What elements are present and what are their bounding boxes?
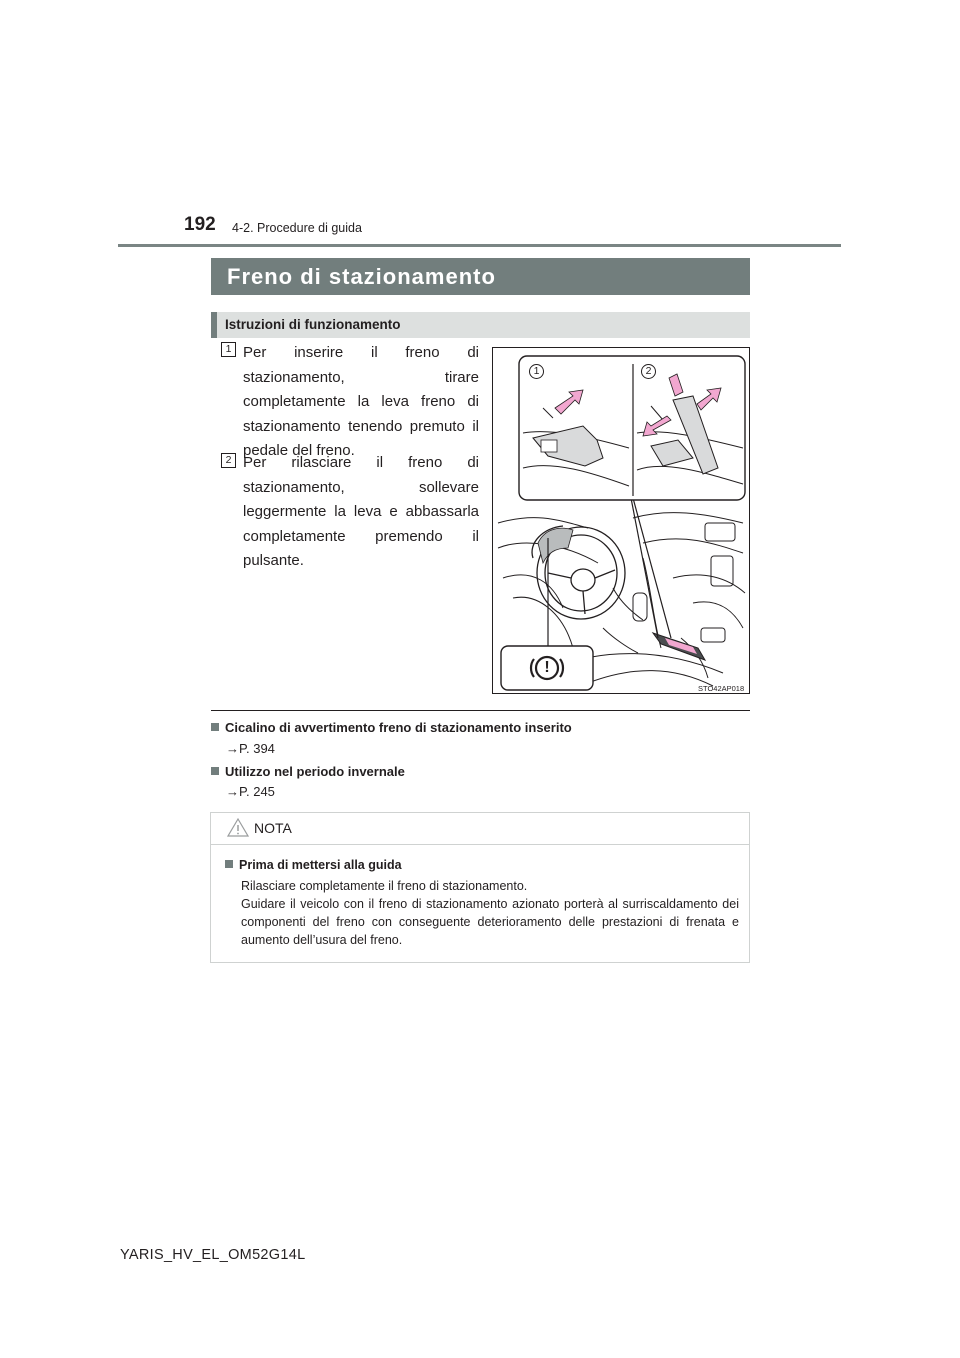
notice-title xyxy=(225,856,739,874)
info-item-1-title xyxy=(211,720,572,735)
notice-line-2: Guidare il veicolo con il freno di stazionamento azionato porterà al surriscaldamento dei componenti del freno con conseguente deterioramento delle prestazioni di frenata e aumento dell’usura del freno. xyxy=(241,897,739,947)
warning-triangle-icon xyxy=(227,817,249,838)
notice-line-1: Rilasciare completamente il freno di stazionamento. xyxy=(241,879,528,893)
notice-title-text: Prima di mettersi alla guida xyxy=(239,858,402,872)
info-item-1-title-text: Cicalino di avvertimento freno di stazionamento inserito xyxy=(225,720,572,735)
step-text-2: Per rilasciare il freno di stazionamento, sollevare leggermente la leva e abbassarla completamente premendo il pulsante. xyxy=(243,454,479,569)
header-rule xyxy=(118,244,841,247)
brake-warning-icon xyxy=(529,651,565,685)
parking-brake-illustration xyxy=(492,347,750,694)
notice-body xyxy=(225,856,739,949)
step-text-1: Per inserire il freno di stazionamento, tirare completamente la leva freno di stazionamento tenendo premuto il pedale del freno. xyxy=(243,344,479,459)
page-title: Freno di stazionamento xyxy=(211,258,750,295)
figure-code: STO42AP018 xyxy=(698,684,745,693)
footer-code: YARIS_HV_EL_OM52G14L xyxy=(120,1247,306,1263)
step-number-1: 1 xyxy=(221,342,236,357)
subsection-title-text: Istruzioni di funzionamento xyxy=(225,317,401,332)
inset-2-number: 2 xyxy=(641,364,656,379)
step-number-2: 2 xyxy=(221,453,236,468)
divider xyxy=(211,710,750,711)
notice-header xyxy=(211,813,749,845)
illustration-svg xyxy=(493,348,749,693)
page-number: 192 xyxy=(184,214,216,235)
notice-label: NOTA xyxy=(254,820,292,836)
inset-1-number: 1 xyxy=(529,364,544,379)
warning-symbol: ! xyxy=(544,659,550,676)
section-label: 4-2. Procedure di guida xyxy=(232,221,362,235)
info-item-1-ref: →P. 394 xyxy=(226,741,275,756)
info-item-2-title xyxy=(211,764,405,779)
notice-box xyxy=(210,812,750,963)
info-item-2-title-text: Utilizzo nel periodo invernale xyxy=(225,764,405,779)
subsection-title xyxy=(211,312,750,338)
info-item-2-ref: →P. 245 xyxy=(226,784,275,799)
